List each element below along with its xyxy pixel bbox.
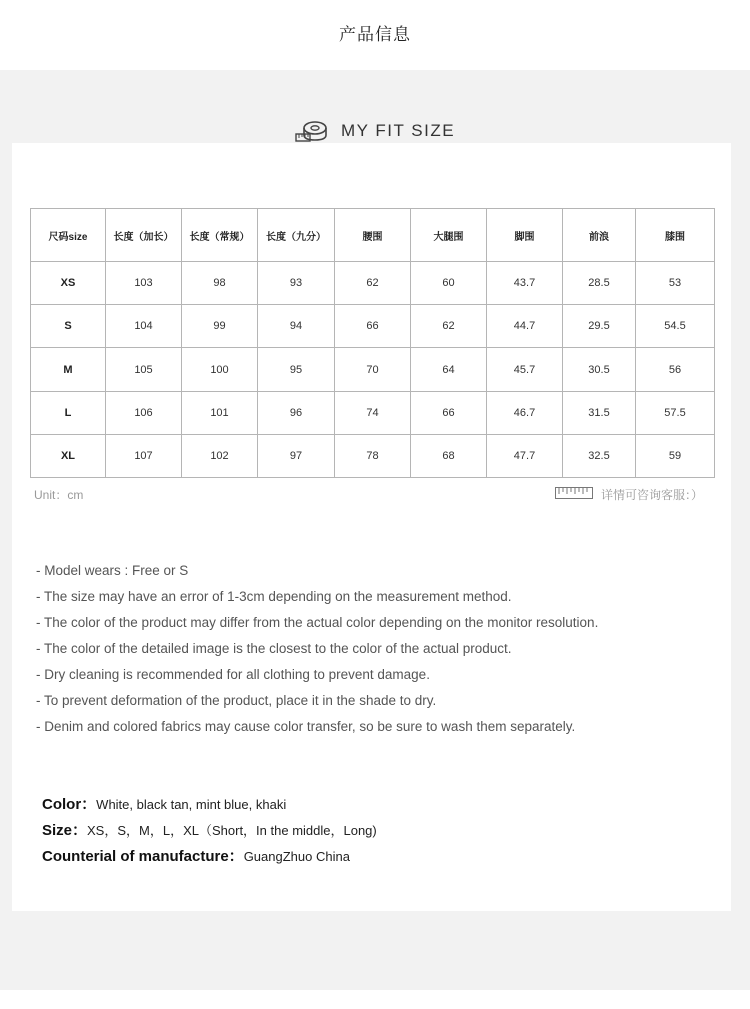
table-header-row bbox=[31, 209, 715, 262]
table-cell: 101 bbox=[182, 391, 258, 434]
table-cell: 70 bbox=[335, 348, 411, 391]
note-item: - Dry cleaning is recommended for all clothing to prevent damage. bbox=[36, 667, 430, 682]
table-cell: 94 bbox=[258, 305, 335, 348]
spec-size bbox=[42, 821, 377, 847]
note-item: - Denim and colored fabrics may cause color transfer, so be sure to wash them separately. bbox=[36, 719, 576, 734]
spec-origin bbox=[42, 847, 377, 873]
spec-label: Color： bbox=[42, 796, 97, 813]
table-cell: 66 bbox=[335, 305, 411, 348]
table-cell: 45.7 bbox=[487, 348, 563, 391]
spec-value: GuangZhuo China bbox=[243, 849, 350, 864]
table-cell: XS bbox=[31, 262, 106, 305]
note-item: - The color of the detailed image is the closest to the color of the actual product. bbox=[36, 641, 512, 656]
table-cell: 28.5 bbox=[563, 262, 636, 305]
table-cell: 44.7 bbox=[487, 305, 563, 348]
table-cell: 62 bbox=[411, 305, 487, 348]
column-header: 腰围 bbox=[335, 209, 411, 262]
table-cell: 53 bbox=[636, 262, 715, 305]
column-header: 膝围 bbox=[636, 209, 715, 262]
table-cell: 78 bbox=[335, 434, 411, 477]
table-row bbox=[31, 262, 715, 305]
customer-service-text: 详情可咨询客服：） bbox=[600, 488, 703, 502]
table-cell: XL bbox=[31, 434, 106, 477]
table-cell: S bbox=[31, 305, 106, 348]
column-header: 长度（常规） bbox=[182, 209, 258, 262]
table-row bbox=[31, 434, 715, 477]
column-header: 长度（加长） bbox=[106, 209, 182, 262]
table-cell: 54.5 bbox=[636, 305, 715, 348]
table-row bbox=[31, 305, 715, 348]
product-specs bbox=[42, 795, 377, 873]
table-cell: 106 bbox=[106, 391, 182, 434]
customer-service-note bbox=[555, 486, 703, 503]
table-cell: 105 bbox=[106, 348, 182, 391]
table-cell: 102 bbox=[182, 434, 258, 477]
column-header: 尺码size bbox=[31, 209, 106, 262]
table-cell: 31.5 bbox=[563, 391, 636, 434]
table-cell: 100 bbox=[182, 348, 258, 391]
note-item: - Model wears : Free or S bbox=[36, 563, 189, 578]
table-cell: 64 bbox=[411, 348, 487, 391]
column-header: 大腿围 bbox=[411, 209, 487, 262]
spec-label: Size： bbox=[42, 822, 88, 839]
size-card bbox=[12, 143, 731, 911]
table-cell: 46.7 bbox=[487, 391, 563, 434]
table-cell: 95 bbox=[258, 348, 335, 391]
table-cell: 47.7 bbox=[487, 434, 563, 477]
column-header: 前浪 bbox=[563, 209, 636, 262]
table-cell: 104 bbox=[106, 305, 182, 348]
spec-label: Counterial of manufacture： bbox=[42, 848, 244, 865]
note-item: - To prevent deformation of the product, place it in the shade to dry. bbox=[36, 693, 437, 708]
page-title: 产品信息 bbox=[339, 25, 411, 44]
table-row bbox=[31, 348, 715, 391]
column-header: 长度（九分） bbox=[258, 209, 335, 262]
table-cell: 32.5 bbox=[563, 434, 636, 477]
size-table bbox=[30, 208, 715, 478]
table-cell: 62 bbox=[335, 262, 411, 305]
table-cell: 60 bbox=[411, 262, 487, 305]
table-cell: 30.5 bbox=[563, 348, 636, 391]
bottom-strip bbox=[0, 990, 750, 1009]
table-cell: L bbox=[31, 391, 106, 434]
page-header bbox=[0, 0, 750, 70]
spec-color bbox=[42, 795, 377, 821]
table-cell: 43.7 bbox=[487, 262, 563, 305]
table-cell: 97 bbox=[258, 434, 335, 477]
column-header: 脚围 bbox=[487, 209, 563, 262]
table-cell: 96 bbox=[258, 391, 335, 434]
fit-size-title: MY FIT SIZE bbox=[340, 121, 456, 140]
ruler-icon bbox=[555, 487, 593, 502]
unit-label: Unit：cm bbox=[34, 488, 84, 502]
table-cell: 103 bbox=[106, 262, 182, 305]
note-item: - The size may have an error of 1-3cm depending on the measurement method. bbox=[36, 589, 512, 604]
table-cell: 93 bbox=[258, 262, 335, 305]
spec-value: White, black tan, mint blue, khaki bbox=[96, 797, 287, 812]
table-cell: 66 bbox=[411, 391, 487, 434]
table-cell: 107 bbox=[106, 434, 182, 477]
table-cell: M bbox=[31, 348, 106, 391]
table-cell: 56 bbox=[636, 348, 715, 391]
table-cell: 74 bbox=[335, 391, 411, 434]
note-item: - The color of the product may differ from the actual color depending on the monitor resolution. bbox=[36, 615, 599, 630]
table-cell: 98 bbox=[182, 262, 258, 305]
spec-value: XS，S，M，L，XL（Short，In the middle，Long) bbox=[87, 823, 377, 838]
table-row bbox=[31, 391, 715, 434]
table-cell: 57.5 bbox=[636, 391, 715, 434]
table-cell: 29.5 bbox=[563, 305, 636, 348]
care-notes bbox=[36, 561, 716, 743]
table-cell: 99 bbox=[182, 305, 258, 348]
measuring-tape-icon bbox=[295, 120, 329, 142]
table-cell: 59 bbox=[636, 434, 715, 477]
table-cell: 68 bbox=[411, 434, 487, 477]
